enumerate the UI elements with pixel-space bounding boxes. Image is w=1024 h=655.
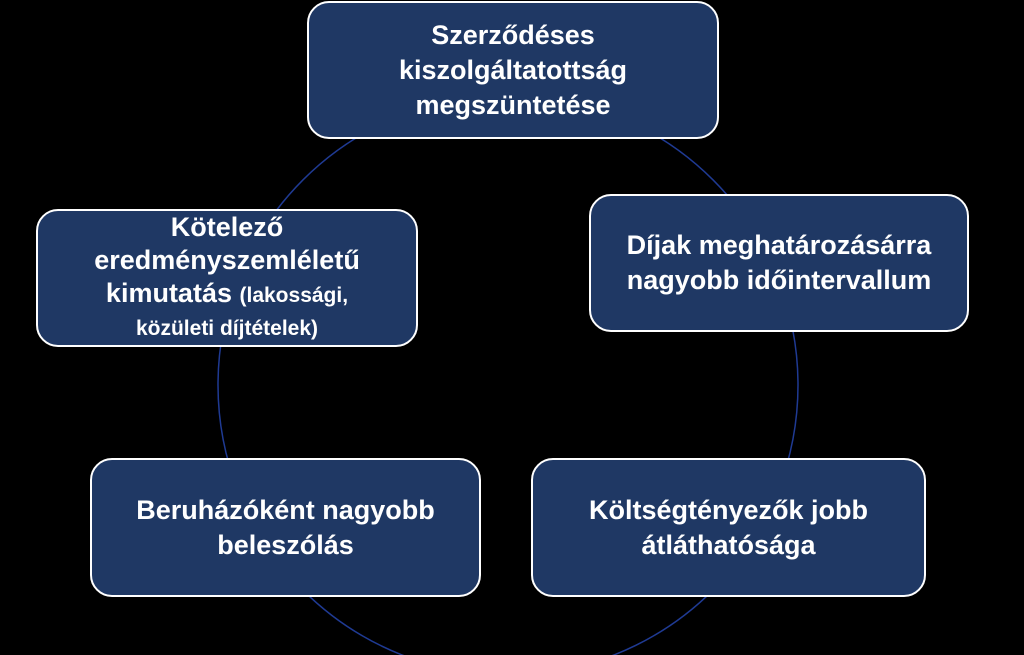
node-5-line-3 bbox=[94, 277, 360, 312]
node-investor-say bbox=[90, 458, 481, 597]
node-1-line-3: megszüntetése bbox=[415, 89, 611, 120]
node-5-line-3-main: kimutatás bbox=[105, 278, 232, 308]
node-5-line-4: közületi díjtételek) bbox=[135, 317, 319, 340]
node-1-line-1: Szerződéses bbox=[431, 19, 595, 50]
node-5-line-3-small: (lakossági, bbox=[239, 284, 349, 307]
node-1-line-2: kiszolgáltatottság bbox=[398, 54, 628, 85]
node-5-line-2: eredményszemléletű bbox=[94, 245, 360, 275]
node-3-line-1: Költségtényezők jobb bbox=[588, 494, 869, 525]
node-contract-dependency bbox=[307, 1, 719, 139]
node-fee-interval bbox=[589, 194, 969, 332]
node-5-line-1: Kötelező bbox=[170, 212, 284, 242]
node-mandatory-report bbox=[36, 209, 418, 347]
node-4-line-2: beleszólás bbox=[217, 529, 354, 560]
node-3-line-2: átláthatósága bbox=[641, 529, 816, 560]
node-4-line-1: Beruházóként nagyobb bbox=[136, 494, 435, 525]
node-2-line-2: nagyobb időintervallum bbox=[626, 265, 932, 295]
node-2-line-1: Díjak meghatározásárra bbox=[626, 230, 932, 260]
node-cost-transparency bbox=[531, 458, 926, 597]
